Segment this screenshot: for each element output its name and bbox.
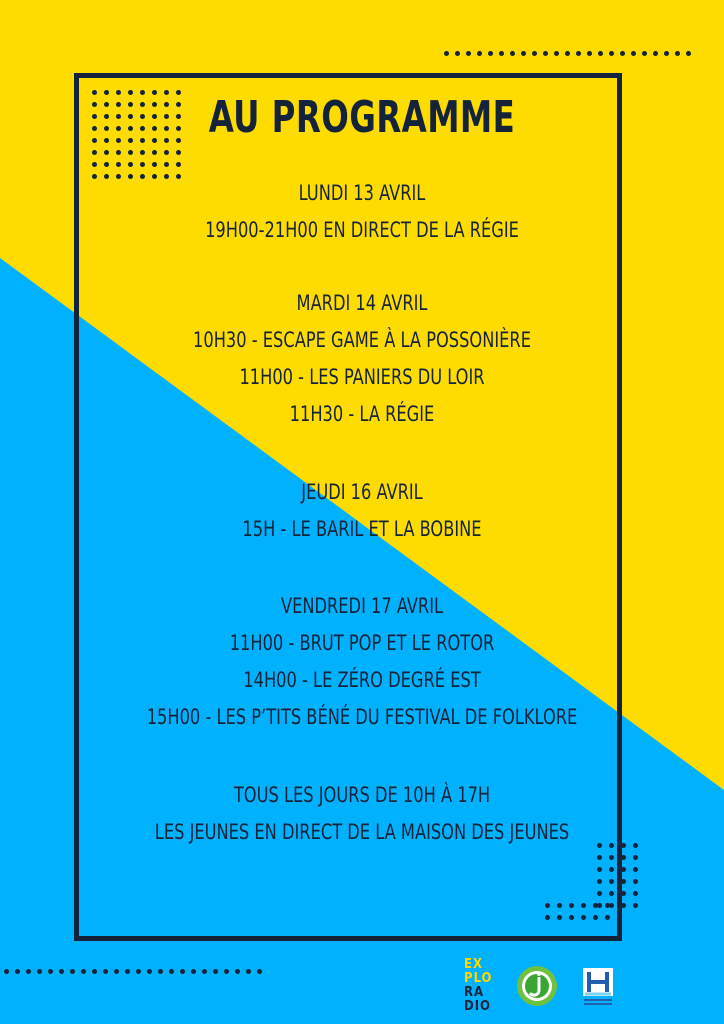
decor-dot <box>621 891 626 896</box>
radio-j-logo <box>515 964 559 1008</box>
decor-dot <box>621 903 626 908</box>
decor-dot <box>246 969 251 974</box>
decor-dot <box>605 915 610 920</box>
decor-dot <box>116 162 121 167</box>
decor-dot <box>70 969 75 974</box>
decor-dot <box>59 969 64 974</box>
decor-dot <box>545 915 550 920</box>
decor-dot <box>593 915 598 920</box>
decor-dot <box>609 867 614 872</box>
decor-dot <box>605 903 610 908</box>
section-line: LUNDI 13 AVRIL <box>298 181 426 205</box>
decor-dot <box>444 51 449 56</box>
decor-dot <box>92 150 97 155</box>
decor-dot <box>675 51 680 56</box>
decor-dot <box>581 915 586 920</box>
decor-dot <box>81 969 86 974</box>
decor-dot <box>633 867 638 872</box>
decor-dot <box>653 51 658 56</box>
decor-dot <box>26 969 31 974</box>
decor-dot <box>15 969 20 974</box>
explo-line: PLO <box>464 971 493 986</box>
decor-dot <box>631 51 636 56</box>
decor-dot <box>92 162 97 167</box>
decor-dot <box>545 903 550 908</box>
decor-dot <box>224 969 229 974</box>
page-title: AU PROGRAMME <box>208 92 516 143</box>
decor-dot <box>609 51 614 56</box>
decor-dot <box>621 855 626 860</box>
decor-dot <box>455 51 460 56</box>
decor-dot <box>664 51 669 56</box>
dots-bottom-right-row <box>545 903 617 927</box>
decor-dot <box>642 51 647 56</box>
decor-dot <box>609 855 614 860</box>
section-line: 15H - LE BARIL ET LA BOBINE <box>242 517 482 541</box>
decor-dot <box>104 162 109 167</box>
section-line: LES JEUNES EN DIRECT DE LA MAISON DES JEUNES <box>154 820 570 844</box>
decor-dot <box>116 150 121 155</box>
decor-dot <box>164 162 169 167</box>
section-thursday <box>0 474 724 548</box>
decor-dot <box>581 903 586 908</box>
section-line: VENDREDI 17 AVRIL <box>280 594 444 618</box>
partner-logos <box>464 958 615 1014</box>
decor-dot <box>609 891 614 896</box>
decor-dot <box>569 903 574 908</box>
decor-dot <box>213 969 218 974</box>
exploradio-logo <box>464 958 493 1014</box>
decor-dot <box>569 915 574 920</box>
decor-dot <box>597 855 602 860</box>
section-line: 19H00-21H00 EN DIRECT DE LA RÉGIE <box>205 218 519 242</box>
decor-dot <box>466 51 471 56</box>
decor-dot <box>147 969 152 974</box>
dots-bottom-left <box>4 969 268 974</box>
section-line: MARDI 14 AVRIL <box>296 291 428 315</box>
decor-dot <box>576 51 581 56</box>
section-tuesday <box>0 285 724 433</box>
decor-dot <box>114 969 119 974</box>
decor-dot <box>609 879 614 884</box>
decor-dot <box>686 51 691 56</box>
explo-line: RA <box>464 985 485 1000</box>
decor-dot <box>593 903 598 908</box>
decor-dot <box>164 150 169 155</box>
decor-dot <box>598 51 603 56</box>
decor-dot <box>128 150 133 155</box>
decor-dot <box>532 51 537 56</box>
decor-dot <box>633 879 638 884</box>
territoires-vendomois-logo <box>581 964 615 1008</box>
decor-dot <box>92 969 97 974</box>
section-line: 15H00 - LES P’TITS BÉNÉ DU FESTIVAL DE FOLKLORE <box>146 705 578 729</box>
decor-dot <box>543 51 548 56</box>
section-line: TOUS LES JOURS DE 10H À 17H <box>233 783 491 807</box>
decor-dot <box>510 51 515 56</box>
explo-line: EX <box>464 957 484 972</box>
decor-dot <box>169 969 174 974</box>
decor-dot <box>180 969 185 974</box>
decor-dot <box>128 162 133 167</box>
decor-dot <box>521 51 526 56</box>
decor-dot <box>499 51 504 56</box>
decor-dot <box>235 969 240 974</box>
decor-dot <box>621 867 626 872</box>
decor-dot <box>4 969 9 974</box>
section-line: JEUDI 16 AVRIL <box>301 480 423 504</box>
decor-dot <box>633 891 638 896</box>
decor-dot <box>158 969 163 974</box>
section-monday <box>0 175 724 249</box>
section-line: 10H30 - ESCAPE GAME À LA POSSONIÈRE <box>193 328 531 352</box>
decor-dot <box>597 867 602 872</box>
decor-dot <box>620 51 625 56</box>
decor-dot <box>103 969 108 974</box>
decor-dot <box>597 879 602 884</box>
decor-dot <box>125 969 130 974</box>
decor-dot <box>140 162 145 167</box>
section-line: 14H00 - LE ZÉRO DEGRÉ EST <box>243 668 481 692</box>
section-line: 11H00 - BRUT POP ET LE ROTOR <box>229 631 495 655</box>
decor-dot <box>104 150 109 155</box>
section-line: 11H30 - LA RÉGIE <box>289 402 435 426</box>
decor-dot <box>176 162 181 167</box>
explo-line: DIO <box>464 999 492 1014</box>
decor-dot <box>37 969 42 974</box>
decor-dot <box>48 969 53 974</box>
decor-dot <box>633 903 638 908</box>
section-friday <box>0 588 724 736</box>
decor-dot <box>176 150 181 155</box>
decor-dot <box>587 51 592 56</box>
decor-dot <box>557 903 562 908</box>
section-line: 11H00 - LES PANIERS DU LOIR <box>239 365 485 389</box>
decor-dot <box>557 915 562 920</box>
decor-dot <box>633 855 638 860</box>
decor-dot <box>597 891 602 896</box>
decor-dot <box>202 969 207 974</box>
decor-dot <box>257 969 262 974</box>
decor-dot <box>488 51 493 56</box>
decor-dot <box>565 51 570 56</box>
decor-dot <box>554 51 559 56</box>
decor-dot <box>136 969 141 974</box>
decor-dot <box>621 879 626 884</box>
section-every-day <box>0 777 724 851</box>
dots-top-right <box>444 51 697 56</box>
decor-dot <box>152 150 157 155</box>
decor-dot <box>191 969 196 974</box>
decor-dot <box>477 51 482 56</box>
decor-dot <box>152 162 157 167</box>
decor-dot <box>140 150 145 155</box>
